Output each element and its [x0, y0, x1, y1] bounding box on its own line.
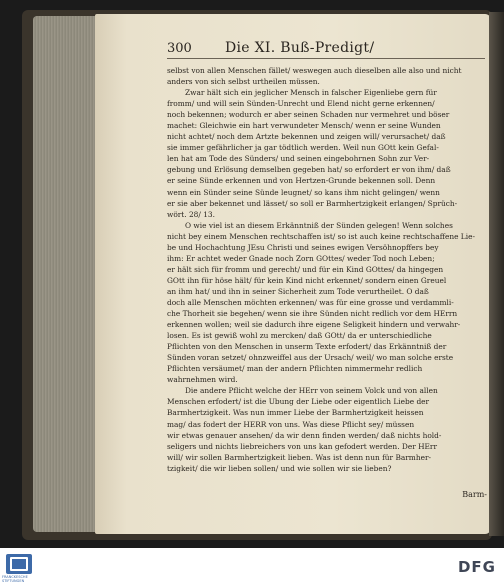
text-line: er seine Sünde erkennen und von Hertzen-Grunde bekennen soll. Denn: [167, 176, 436, 186]
right-page-edge: [489, 12, 504, 536]
text-line: ihm: Er achtet weder Gnade noch Zorn GOttes/ weder Tod noch Leben;: [167, 253, 435, 263]
page-header: [167, 40, 485, 59]
text-line: tzigkeit/ die wir lieben sollen/ und wie sollen wir sie lieben?: [167, 463, 392, 473]
text-line: GOtt ihn für höse hält/ für kein Kind nicht erkennet/ sondern einen Greuel: [167, 275, 447, 285]
viewer-footer: [0, 548, 504, 585]
page-number: 300: [167, 41, 192, 56]
running-title: Die XI. Buß-Predigt/: [225, 40, 375, 56]
text-line: nicht bey einem Menschen rechtschaffen ist/ so ist auch keine rechtschaffene Lie-: [167, 231, 475, 241]
text-line: wenn ein Sünder seine Sünde leugnet/ so kans ihm nicht gelingen/ wenn: [167, 187, 440, 197]
text-line: gebung und Erlösung demselben gegeben hat/ so erfordert er von ihm/ daß: [167, 165, 451, 175]
text-line: Pflichten versäumet/ man der andern Pflichten nimmermehr redlich: [167, 364, 423, 374]
text-line: losen. Es ist gewiß wohl zu mercken/ daß GOtt/ da er unterschiedliche: [167, 331, 432, 341]
page-text: [167, 65, 485, 474]
text-line: O wie viel ist an diesem Erkänntniß der Sünden gelegen! Wenn solches: [185, 220, 453, 230]
text-line: er sie aber bekennet und lässet/ so soll er Barmhertzigkeit erlangen/ Sprüch-: [167, 198, 458, 208]
text-line: wir etwas genauer ansehen/ da wir denn finden werden/ daß nichts hold-: [167, 430, 442, 440]
library-logo-icon: [6, 554, 32, 574]
text-line: er hält sich für fromm und gerecht/ und für ein Kind GOttes/ da hingegen: [167, 264, 444, 274]
text-line: erkennen wollen; weil sie dadurch ihre eigene Seligkeit hindern und verwahr-: [167, 320, 461, 330]
text-line: nicht achtet/ noch dem Artzte bekennen und zeigen will/ verursachet/ daß: [167, 132, 446, 142]
text-line: fromm/ und will sein Sünden-Unrecht und Elend nicht gerne erkennen/: [167, 99, 435, 109]
dfg-logo: DFG: [457, 558, 496, 576]
text-line: seligers und nichts liebreichers von uns kan gefodert werden. Der HErr: [167, 441, 437, 451]
text-line: doch alle Menschen möchten erkennen/ was für eine grosse und verdammli-: [167, 297, 454, 307]
text-line: be und Hochachtung JEsu Christi und seines ewigen Versöhnopffers bey: [167, 242, 439, 252]
text-line: an ihm hat/ und ihn in seiner Sicherheit zum Tode verurtheilet. O daß: [167, 286, 429, 296]
text-line: wört. 28/ 13.: [167, 209, 215, 219]
text-line: len hat am Tode des Sünders/ und seinen eingebohrnen Sohn zur Ver-: [167, 154, 430, 164]
text-line: mag/ das fodert der HERR von uns. Was diese Pflicht sey/ müssen: [167, 419, 415, 429]
page-content: [167, 40, 485, 474]
text-line: will/ wir sollen Barmhertzigkeit lieben. Was ist denn nun für Barmher-: [167, 452, 431, 462]
text-line: Pflichten von den Menschen in unserm Texte erfodert/ das Erkänntniß der: [167, 342, 447, 352]
text-line: machet: Gleichwie ein hart verwundeter Mensch/ wenn er seine Wunden: [167, 121, 441, 131]
text-line: noch bekennen; wodurch er aber seinen Schaden nur vermehret und böser: [167, 110, 450, 120]
text-line: Barmhertzigkeit. Was nun immer Liebe der Barmhertzigkeit heissen: [167, 408, 424, 418]
text-line: wahrnehmen wird.: [167, 375, 238, 385]
text-line: selbst von allen Menschen fället/ weswegen auch dieselben alle also und nicht: [167, 66, 462, 75]
text-line: anders von sich selbst urtheilen müssen.: [167, 77, 320, 87]
text-line: Die andere Pflicht welche der HErr von seinem Volck und von allen: [185, 386, 438, 396]
catchword: Barm-: [462, 490, 487, 499]
text-line: Sünden voran setzet/ ohnzweiffel aus der Ursach/ weil/ wo man solche erste: [167, 353, 454, 363]
page-edges: [33, 16, 99, 532]
library-logo-text: FRANCKESCHE STIFTUNGEN: [2, 575, 28, 583]
text-line: che Thorheit sie begehen/ wenn sie ihre Sünden nicht redlich vor dem HErrn: [167, 309, 458, 319]
text-line: sie immer gefährlicher ja gar tödtlich werden. Weil nun GOtt kein Gefal-: [167, 143, 439, 153]
book-page: [95, 14, 491, 534]
text-line: Menschen erfodert/ ist die Ubung der Liebe oder eigentlich Liebe der: [167, 397, 430, 407]
text-line: Zwar hält sich ein jeglicher Mensch in falscher Eigenliebe gern für: [185, 88, 437, 98]
